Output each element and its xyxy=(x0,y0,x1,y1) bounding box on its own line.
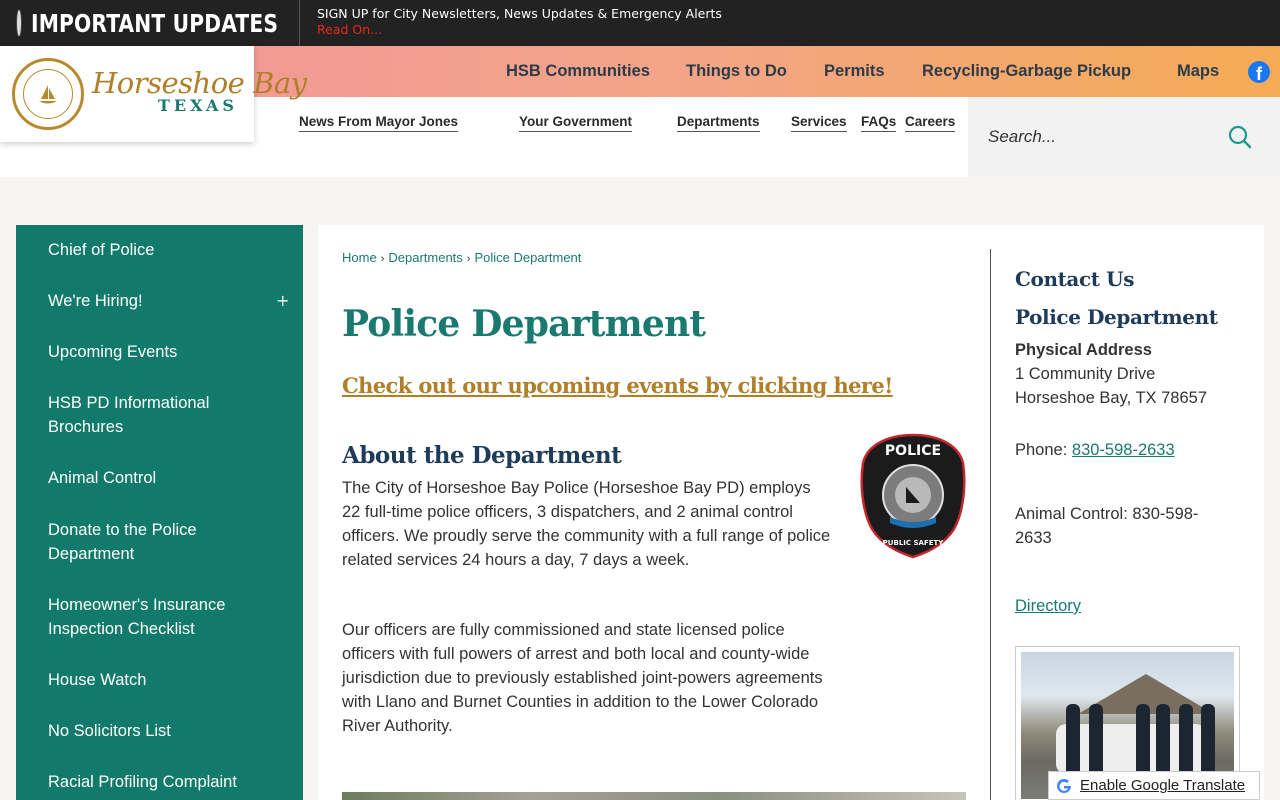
search-icon[interactable] xyxy=(1228,125,1252,149)
upcoming-events-link[interactable]: Check out our upcoming events by clicking here! xyxy=(342,373,893,398)
sidebar-item-insurance-checklist[interactable]: Homeowner's Insurance Inspection Checklist xyxy=(48,596,226,638)
subnav-services[interactable]: Services xyxy=(791,114,847,132)
sidebar-item-no-solicitors[interactable]: No Solicitors List xyxy=(48,722,171,740)
address-line-1: 1 Community Drive xyxy=(1015,365,1156,383)
site-header xyxy=(0,46,1280,177)
breadcrumb-separator: › xyxy=(380,253,385,265)
subnav-careers[interactable]: Careers xyxy=(905,114,955,132)
contact-us-heading: Contact Us xyxy=(1015,267,1135,291)
animal-control-phone: Animal Control: 830-598-2633 xyxy=(1015,505,1199,547)
physical-address-label: Physical Address xyxy=(1015,341,1152,359)
phone-row xyxy=(1015,438,1230,462)
department-building-photo xyxy=(342,792,966,800)
facebook-icon[interactable]: f xyxy=(1248,61,1270,83)
page-title: Police Department xyxy=(342,303,706,345)
sidebar-nav xyxy=(16,225,303,800)
sidebar-item-were-hiring[interactable]: We're Hiring! xyxy=(48,292,143,310)
police-badge-icon xyxy=(860,433,966,559)
search-box xyxy=(968,97,1280,177)
site-logo[interactable] xyxy=(0,46,307,142)
alert-message[interactable] xyxy=(317,6,722,38)
alert-message-text: SIGN UP for City Newsletters, News Updates & Emergency Alerts xyxy=(317,6,722,21)
google-translate-icon xyxy=(1055,777,1073,795)
main-nav xyxy=(254,46,1280,97)
sidebar-item-brochures[interactable]: HSB PD Informational Brochures xyxy=(48,394,210,436)
nav-permits[interactable]: Permits xyxy=(824,62,885,80)
subnav-news-from-mayor[interactable]: News From Mayor Jones xyxy=(299,114,458,132)
search-input[interactable] xyxy=(988,125,1218,149)
subnav-faqs[interactable]: FAQs xyxy=(861,114,896,132)
breadcrumb xyxy=(342,250,581,265)
sidebar-item-upcoming-events[interactable]: Upcoming Events xyxy=(48,343,178,361)
nav-things-to-do[interactable]: Things to Do xyxy=(686,62,787,80)
contact-dept-name: Police Department xyxy=(1015,305,1218,329)
breadcrumb-current[interactable]: Police Department xyxy=(474,250,582,265)
alert-title: IMPORTANT UPDATES xyxy=(31,8,279,38)
directory-link[interactable]: Directory xyxy=(1015,597,1082,615)
breadcrumb-separator: › xyxy=(466,253,471,265)
about-heading: About the Department xyxy=(342,442,622,469)
logo-script-text: Horseshoe Bay xyxy=(92,66,307,100)
logo-state-text: TEXAS xyxy=(158,96,238,115)
nav-recycling-garbage-pickup[interactable]: Recycling-Garbage Pickup xyxy=(922,62,1132,80)
expand-plus-icon[interactable]: + xyxy=(276,291,290,310)
nav-maps[interactable]: Maps xyxy=(1177,62,1220,80)
subnav-your-government[interactable]: Your Government xyxy=(519,114,632,132)
sidebar-item-animal-control[interactable]: Animal Control xyxy=(48,469,157,487)
breadcrumb-home[interactable]: Home xyxy=(342,250,377,265)
alert-icon xyxy=(17,10,21,36)
about-paragraph-1: The City of Horseshoe Bay Police (Horseshoe Bay PD) employs 22 full-time police officers, 3 dispatchers, and 2 animal control officers. We proudly serve the community with a full range of police related services 24 hours a day, 7 days a week. xyxy=(342,479,831,569)
main-content xyxy=(318,225,1264,800)
phone-label: Phone: xyxy=(1015,441,1072,459)
address-line-2: Horseshoe Bay, TX 78657 xyxy=(1015,389,1208,407)
breadcrumb-departments[interactable]: Departments xyxy=(388,250,463,265)
nav-hsb-communities[interactable]: HSB Communities xyxy=(506,62,650,80)
translate-label: Enable Google Translate xyxy=(1080,777,1246,794)
sidebar-item-donate[interactable]: Donate to the Police Department xyxy=(48,521,197,563)
sidebar-item-chief-of-police[interactable]: Chief of Police xyxy=(48,241,155,259)
column-divider xyxy=(990,249,991,800)
read-on-link[interactable]: Read On... xyxy=(317,22,383,37)
sidebar-item-house-watch[interactable]: House Watch xyxy=(48,671,147,689)
phone-link[interactable]: 830-598-2633 xyxy=(1071,441,1175,459)
important-updates-toggle[interactable] xyxy=(0,0,300,46)
alert-bar xyxy=(0,0,1280,46)
directory-row xyxy=(1015,594,1230,618)
badge-top-text: POLICE xyxy=(884,443,942,459)
city-seal-icon xyxy=(12,58,84,130)
subnav-departments[interactable]: Departments xyxy=(677,114,760,132)
badge-bottom-text: PUBLIC SAFETY xyxy=(882,539,944,547)
google-translate-button[interactable] xyxy=(1048,771,1260,800)
about-paragraph-2: Our officers are fully commissioned and state licensed police officers with full powers of arrest and both local and county-wide jurisdiction due to previously established joint-powers agreements with Llano and Burnet Counties in addition to the Lower Colorado River Authority. xyxy=(342,621,823,735)
sidebar-item-racial-profiling[interactable]: Racial Profiling Complaint xyxy=(48,773,237,791)
